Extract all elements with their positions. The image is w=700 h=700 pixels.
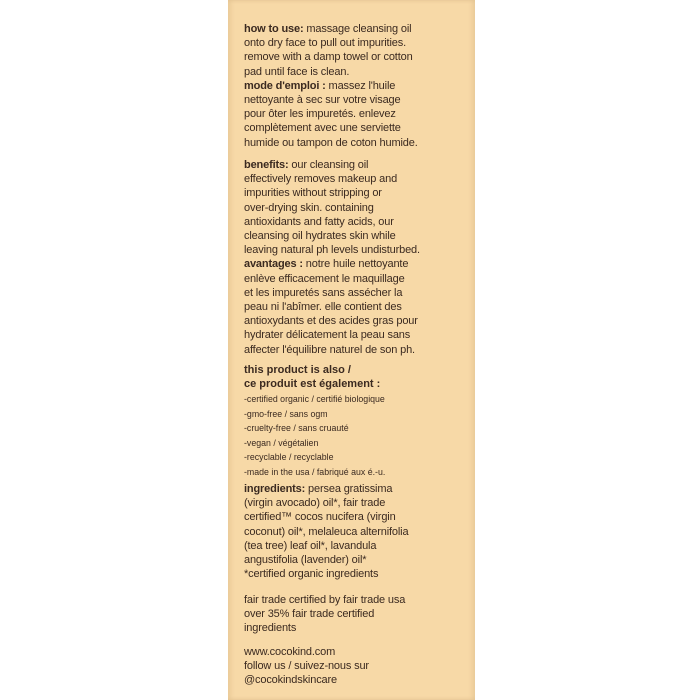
mode-emploi-line: humide ou tampon de coton humide. — [244, 136, 418, 149]
website-text: www.cocokind.com — [244, 646, 336, 658]
ingredients-line: coconut) oil*, melaleuca alternifolia — [244, 525, 409, 538]
ingredients-line: angustifolia (lavender) oil* — [244, 554, 367, 567]
ingredients-text: persea gratissima — [305, 483, 393, 495]
how-to-use-line: onto dry face to pull out impurities. — [244, 37, 406, 50]
avantages-line: antioxydants et des acides gras pour — [244, 315, 418, 328]
ingredients-line — [244, 482, 472, 496]
benefits-line: leaving natural ph levels undisturbed. — [244, 244, 420, 257]
avantages-line: enlève efficacement le maquillage — [244, 272, 405, 285]
benefits-line: effectively removes makeup and — [244, 173, 398, 186]
avantages-line: et les impuretés sans assécher la — [244, 286, 403, 299]
fair-trade-line: over 35% fair trade certified — [244, 608, 375, 621]
avantages-line: affecter l'équilibre naturel de son ph. — [244, 343, 415, 356]
social-handle-text: @cocokindskincare — [244, 674, 337, 687]
avantages-line — [244, 257, 472, 271]
how-to-use-section — [244, 22, 472, 150]
product-attributes-section — [244, 363, 472, 479]
benefits-label: benefits: — [244, 159, 289, 171]
ingredients-line: (virgin avocado) oil*, fair trade — [244, 497, 386, 510]
ingredients-line: certified™ cocos nucifera (virgin — [244, 511, 396, 524]
benefits-section — [244, 158, 472, 357]
mode-emploi-line: nettoyante à sec sur votre visage — [244, 94, 401, 107]
how-to-use-text: massage cleansing oil — [303, 23, 412, 35]
product-box-panel — [228, 0, 475, 700]
ingredients-section — [244, 482, 472, 581]
how-to-use-line: remove with a damp towel or cotton — [244, 51, 413, 64]
attributes-heading-fr: ce produit est également : — [244, 378, 381, 390]
mode-emploi-text: massez l'huile — [325, 79, 396, 92]
mode-emploi-label: mode d'emploi : — [244, 79, 326, 92]
avantages-text: notre huile nettoyante — [302, 258, 409, 271]
attribute-item: -made in the usa / fabriqué aux é.-u. — [244, 466, 386, 477]
benefits-text: our cleansing oil — [288, 159, 369, 171]
attribute-item: -certified organic / certifié biologique — [244, 394, 385, 404]
ingredients-label: ingredients: — [244, 483, 306, 495]
how-to-use-line — [244, 22, 472, 36]
follow-us-text: follow us / suivez-nous sur — [244, 660, 369, 673]
attribute-item: -gmo-free / sans ogm — [244, 408, 328, 419]
avantages-label: avantages : — [244, 258, 303, 271]
how-to-use-label: how to use: — [244, 23, 304, 35]
attributes-heading-en: this product is also / — [244, 364, 351, 376]
footer-section — [244, 645, 472, 688]
benefits-line: over-drying skin. containing — [244, 201, 374, 214]
benefits-line: antioxidants and fatty acids, our — [244, 215, 394, 228]
avantages-line: peau ni l'abîmer. elle contient des — [244, 301, 402, 314]
mode-emploi-line: pour ôter les impuretés. enlevez — [244, 108, 396, 121]
mode-emploi-line: complètement avec une serviette — [244, 122, 401, 135]
attribute-item: -cruelty-free / sans cruauté — [244, 423, 349, 433]
fair-trade-line: fair trade certified by fair trade usa — [244, 594, 406, 606]
ingredients-line: *certified organic ingredients — [244, 568, 379, 581]
benefits-line — [244, 158, 472, 172]
how-to-use-line: pad until face is clean. — [244, 65, 350, 78]
attribute-item: -vegan / végétalien — [244, 437, 319, 448]
benefits-line: impurities without stripping or — [244, 187, 382, 200]
attribute-item: -recyclable / recyclable — [244, 452, 334, 462]
ingredients-line: (tea tree) leaf oil*, lavandula — [244, 539, 377, 552]
mode-emploi-line — [244, 79, 472, 93]
fair-trade-line: ingredients — [244, 622, 297, 635]
benefits-line: cleansing oil hydrates skin while — [244, 230, 396, 243]
fair-trade-section — [244, 593, 472, 636]
avantages-line: hydrater délicatement la peau sans — [244, 329, 411, 342]
